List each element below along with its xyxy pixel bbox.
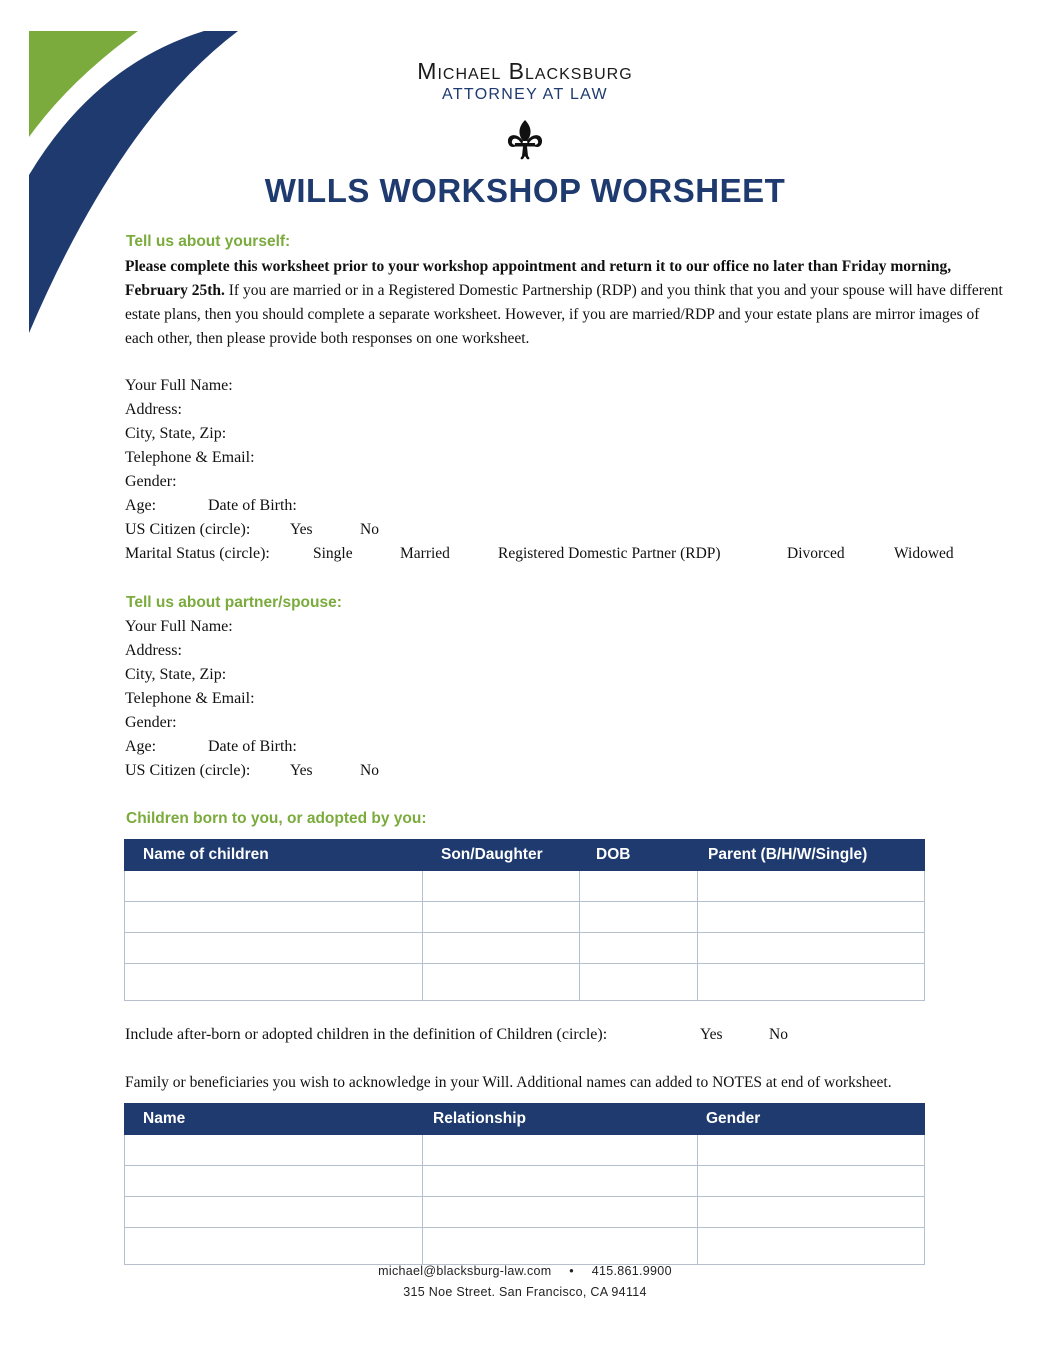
self-citizen-no-option[interactable]: No (360, 521, 379, 538)
partner-address-label: Address: (125, 642, 182, 659)
table-cell[interactable] (423, 1228, 698, 1265)
marital-option-widowed[interactable]: Widowed (894, 545, 954, 562)
instructions-paragraph (125, 255, 1005, 351)
footer-phone[interactable]: 415.861.9900 (591, 1264, 672, 1278)
self-dob-label: Date of Birth: (208, 497, 297, 514)
fleur-de-lis-icon (505, 118, 545, 162)
table-row (125, 871, 925, 902)
table-cell[interactable] (698, 964, 925, 1001)
self-age-label: Age: (125, 497, 157, 514)
table-cell[interactable] (698, 902, 925, 933)
table-row (125, 1197, 925, 1228)
marital-option-married[interactable]: Married (400, 545, 450, 562)
table-cell[interactable] (125, 1228, 423, 1265)
partner-city-label: City, State, Zip: (125, 666, 227, 683)
column-header: Name (125, 1104, 423, 1135)
table-row (125, 1166, 925, 1197)
footer-separator: • (569, 1264, 574, 1278)
firm-subtitle: ATTORNEY AT LAW (442, 86, 608, 103)
column-header: Gender (698, 1104, 925, 1135)
children-table (124, 839, 925, 1001)
table-cell[interactable] (423, 871, 580, 902)
marital-option-rdp[interactable]: Registered Domestic Partner (RDP) (498, 545, 721, 562)
table-row (125, 964, 925, 1001)
table-cell[interactable] (698, 1166, 925, 1197)
self-phone-email-label: Telephone & Email: (125, 449, 255, 466)
footer-contact (0, 1264, 1050, 1278)
table-row (125, 933, 925, 964)
instructions-rest: If you are married or in a Registered Domestic Partnership (RDP) and you think that you and your spouse will have different estate plans, then you should complete a separate worksheet. However, if you are married/RDP and your estate plans are mirror images of each other, then please provide both responses on one worksheet. (125, 282, 1003, 347)
table-cell[interactable] (125, 1197, 423, 1228)
table-cell[interactable] (698, 1197, 925, 1228)
instructions-bold: Please complete this worksheet prior to your workshop appointment and return it to our office no later than Friday morning, February 25th. (125, 258, 952, 299)
firm-name-text: Michael Blacksburg (417, 58, 633, 84)
table-cell[interactable] (580, 964, 698, 1001)
partner-gender-label: Gender: (125, 714, 177, 731)
partner-full-name-label: Your Full Name: (125, 618, 233, 635)
column-header: Parent (B/H/W/Single) (698, 840, 925, 871)
beneficiaries-table-header-row (125, 1104, 925, 1135)
table-cell[interactable] (698, 871, 925, 902)
children-table-header-row (125, 840, 925, 871)
table-cell[interactable] (423, 1166, 698, 1197)
section-heading-children: Children born to you, or adopted by you: (126, 810, 427, 827)
partner-dob-label: Date of Birth: (208, 738, 297, 755)
partner-citizen-no-option[interactable]: No (360, 762, 379, 779)
table-cell[interactable] (125, 1166, 423, 1197)
column-header: DOB (580, 840, 698, 871)
table-cell[interactable] (423, 902, 580, 933)
table-row (125, 902, 925, 933)
table-cell[interactable] (580, 902, 698, 933)
document-title: WILLS WORKSHOP WORSHEET (264, 172, 786, 209)
table-row (125, 1135, 925, 1166)
beneficiaries-note: Family or beneficiaries you wish to acknowledge in your Will. Additional names can added to NOTES at end of worksheet. (125, 1074, 892, 1091)
column-header: Son/Daughter (423, 840, 580, 871)
partner-citizen-label: US Citizen (circle): (125, 762, 251, 779)
partner-age-label: Age: (125, 738, 157, 755)
table-cell[interactable] (125, 1135, 423, 1166)
footer-email[interactable]: michael@blacksburg-law.com (378, 1264, 552, 1278)
table-cell[interactable] (698, 1135, 925, 1166)
column-header: Name of children (125, 840, 423, 871)
marital-status-label: Marital Status (circle): (125, 545, 270, 562)
table-cell[interactable] (423, 933, 580, 964)
after-born-yes-option[interactable]: Yes (700, 1026, 723, 1043)
table-cell[interactable] (698, 933, 925, 964)
self-gender-label: Gender: (125, 473, 177, 490)
table-cell[interactable] (125, 933, 423, 964)
table-cell[interactable] (125, 871, 423, 902)
marital-option-single[interactable]: Single (313, 545, 353, 562)
table-cell[interactable] (698, 1228, 925, 1265)
firm-name (0, 58, 1050, 85)
section-heading-partner: Tell us about partner/spouse: (126, 594, 342, 611)
self-citizen-label: US Citizen (circle): (125, 521, 251, 538)
self-full-name-label: Your Full Name: (125, 377, 233, 394)
column-header: Relationship (423, 1104, 698, 1135)
table-row (125, 1228, 925, 1265)
beneficiaries-table (124, 1103, 925, 1265)
table-cell[interactable] (423, 964, 580, 1001)
self-citizen-yes-option[interactable]: Yes (290, 521, 313, 538)
table-cell[interactable] (580, 871, 698, 902)
section-heading-self: Tell us about yourself: (126, 233, 291, 250)
partner-phone-email-label: Telephone & Email: (125, 690, 255, 707)
table-cell[interactable] (423, 1197, 698, 1228)
self-city-label: City, State, Zip: (125, 425, 227, 442)
after-born-question: Include after-born or adopted children in the definition of Children (circle): (125, 1026, 608, 1043)
self-address-label: Address: (125, 401, 182, 418)
after-born-no-option[interactable]: No (769, 1026, 788, 1043)
marital-option-divorced[interactable]: Divorced (787, 545, 845, 562)
partner-citizen-yes-option[interactable]: Yes (290, 762, 313, 779)
table-cell[interactable] (580, 933, 698, 964)
table-cell[interactable] (125, 964, 423, 1001)
footer-address: 315 Noe Street. San Francisco, CA 94114 (403, 1285, 647, 1299)
table-cell[interactable] (423, 1135, 698, 1166)
table-cell[interactable] (125, 902, 423, 933)
